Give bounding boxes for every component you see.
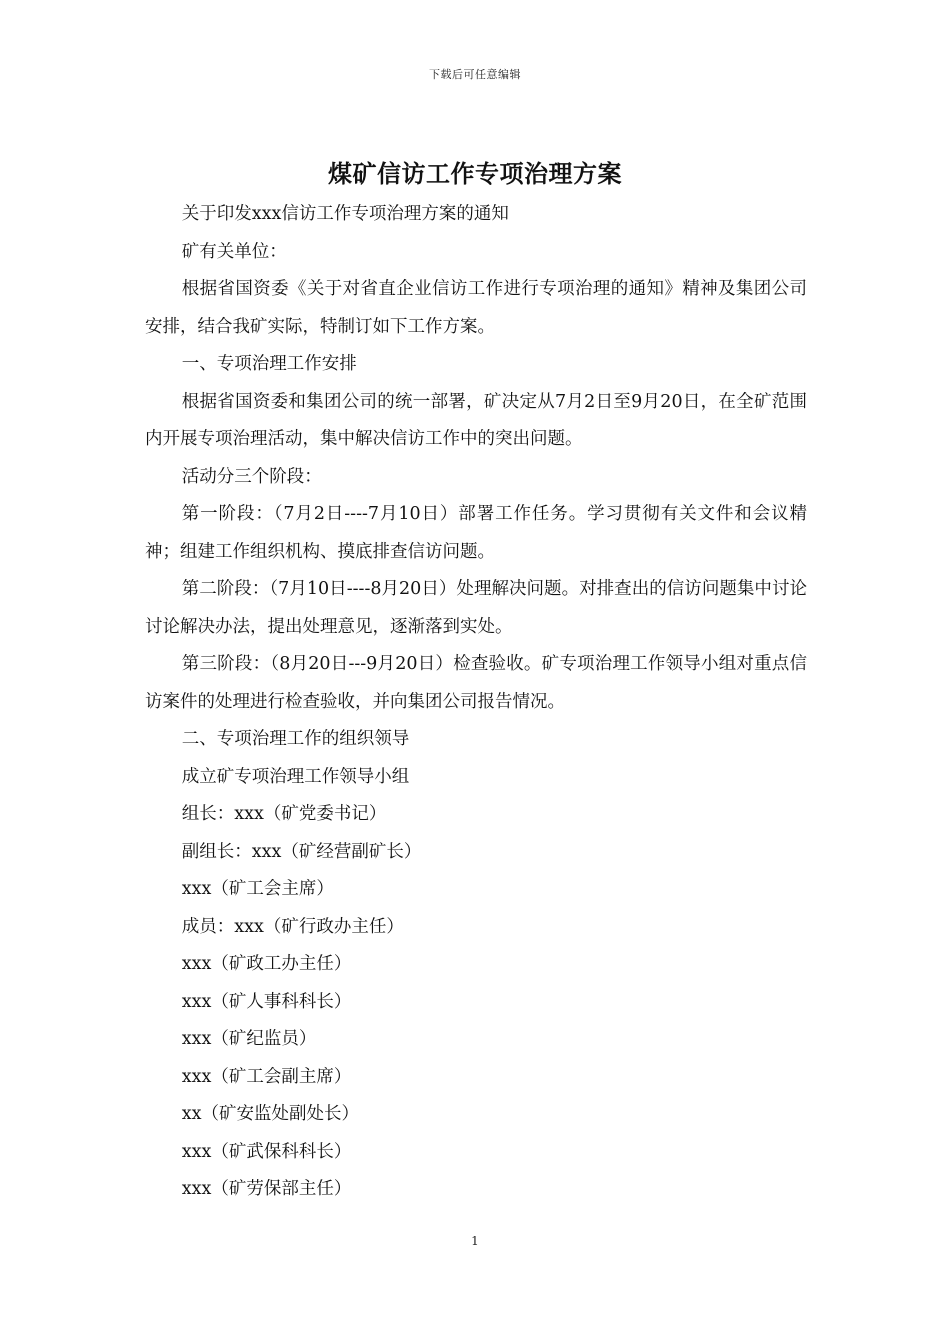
paragraph-stage-2: 第二阶段：（7月10日----8月20日）处理解决问题。对排查出的信访问题集中讨论讨论解决办法，提出处理意见，逐渐落到实处。 [145, 579, 807, 637]
paragraph-intro: 根据省国资委《关于对省直企业信访工作进行专项治理的通知》精神及集团公司安排，结合我矿实际，特制订如下工作方案。 [145, 279, 807, 337]
member-office-director: 成员：xxx（矿行政办主任） [181, 916, 404, 937]
member-leader: 组长：xxx（矿党委书记） [181, 804, 387, 824]
document-body [145, 196, 807, 1209]
paragraph-stage-3: 第三阶段：（8月20日---9月20日）检查验收。矿专项治理工作领导小组对重点信访案件的处理进行检查验收，并向集团公司报告情况。 [145, 654, 807, 712]
paragraph-notice-title: 关于印发xxx信访工作专项治理方案的通知 [181, 204, 509, 224]
paragraph-group-established: 成立矿专项治理工作领导小组 [181, 766, 410, 787]
member-safety-deputy: xx（矿安监处副处长） [181, 1104, 359, 1124]
member-deputy-leader-2: xxx（矿工会主席） [181, 879, 334, 899]
page-number: 1 [471, 1234, 479, 1248]
member-personnel-chief: xxx（矿人事科科长） [181, 991, 352, 1012]
member-deputy-leader: 副组长：xxx（矿经营副矿长） [181, 841, 422, 862]
document-title: 煤矿信访工作专项治理方案 [328, 159, 622, 188]
member-security-chief: xxx（矿武保科科长） [181, 1141, 352, 1162]
member-discipline-inspector: xxx（矿纪监员） [181, 1029, 317, 1049]
section-heading-1: 一、专项治理工作安排 [181, 354, 357, 374]
section-heading-2: 二、专项治理工作的组织领导 [181, 729, 410, 749]
paragraph-stages-intro: 活动分三个阶段： [181, 466, 322, 487]
paragraph-stage-1: 第一阶段：（7月2日----7月10日）部署工作任务。学习贯彻有关文件和会议精神；组建工作组织机构、摸底排查信访问题。 [145, 504, 807, 562]
paragraph-addressee: 矿有关单位： [181, 241, 287, 262]
member-union-vice-chair: xxx（矿工会副主席） [181, 1066, 352, 1087]
member-labor-protection-director: xxx（矿劳保部主任） [181, 1179, 352, 1199]
header-note: 下载后可任意编辑 [429, 68, 521, 81]
member-political-office-director: xxx（矿政工办主任） [181, 954, 352, 974]
paragraph-deployment: 根据省国资委和集团公司的统一部署，矿决定从7月2日至9月20日，在全矿范围内开展专项治理活动，集中解决信访工作中的突出问题。 [145, 391, 807, 449]
